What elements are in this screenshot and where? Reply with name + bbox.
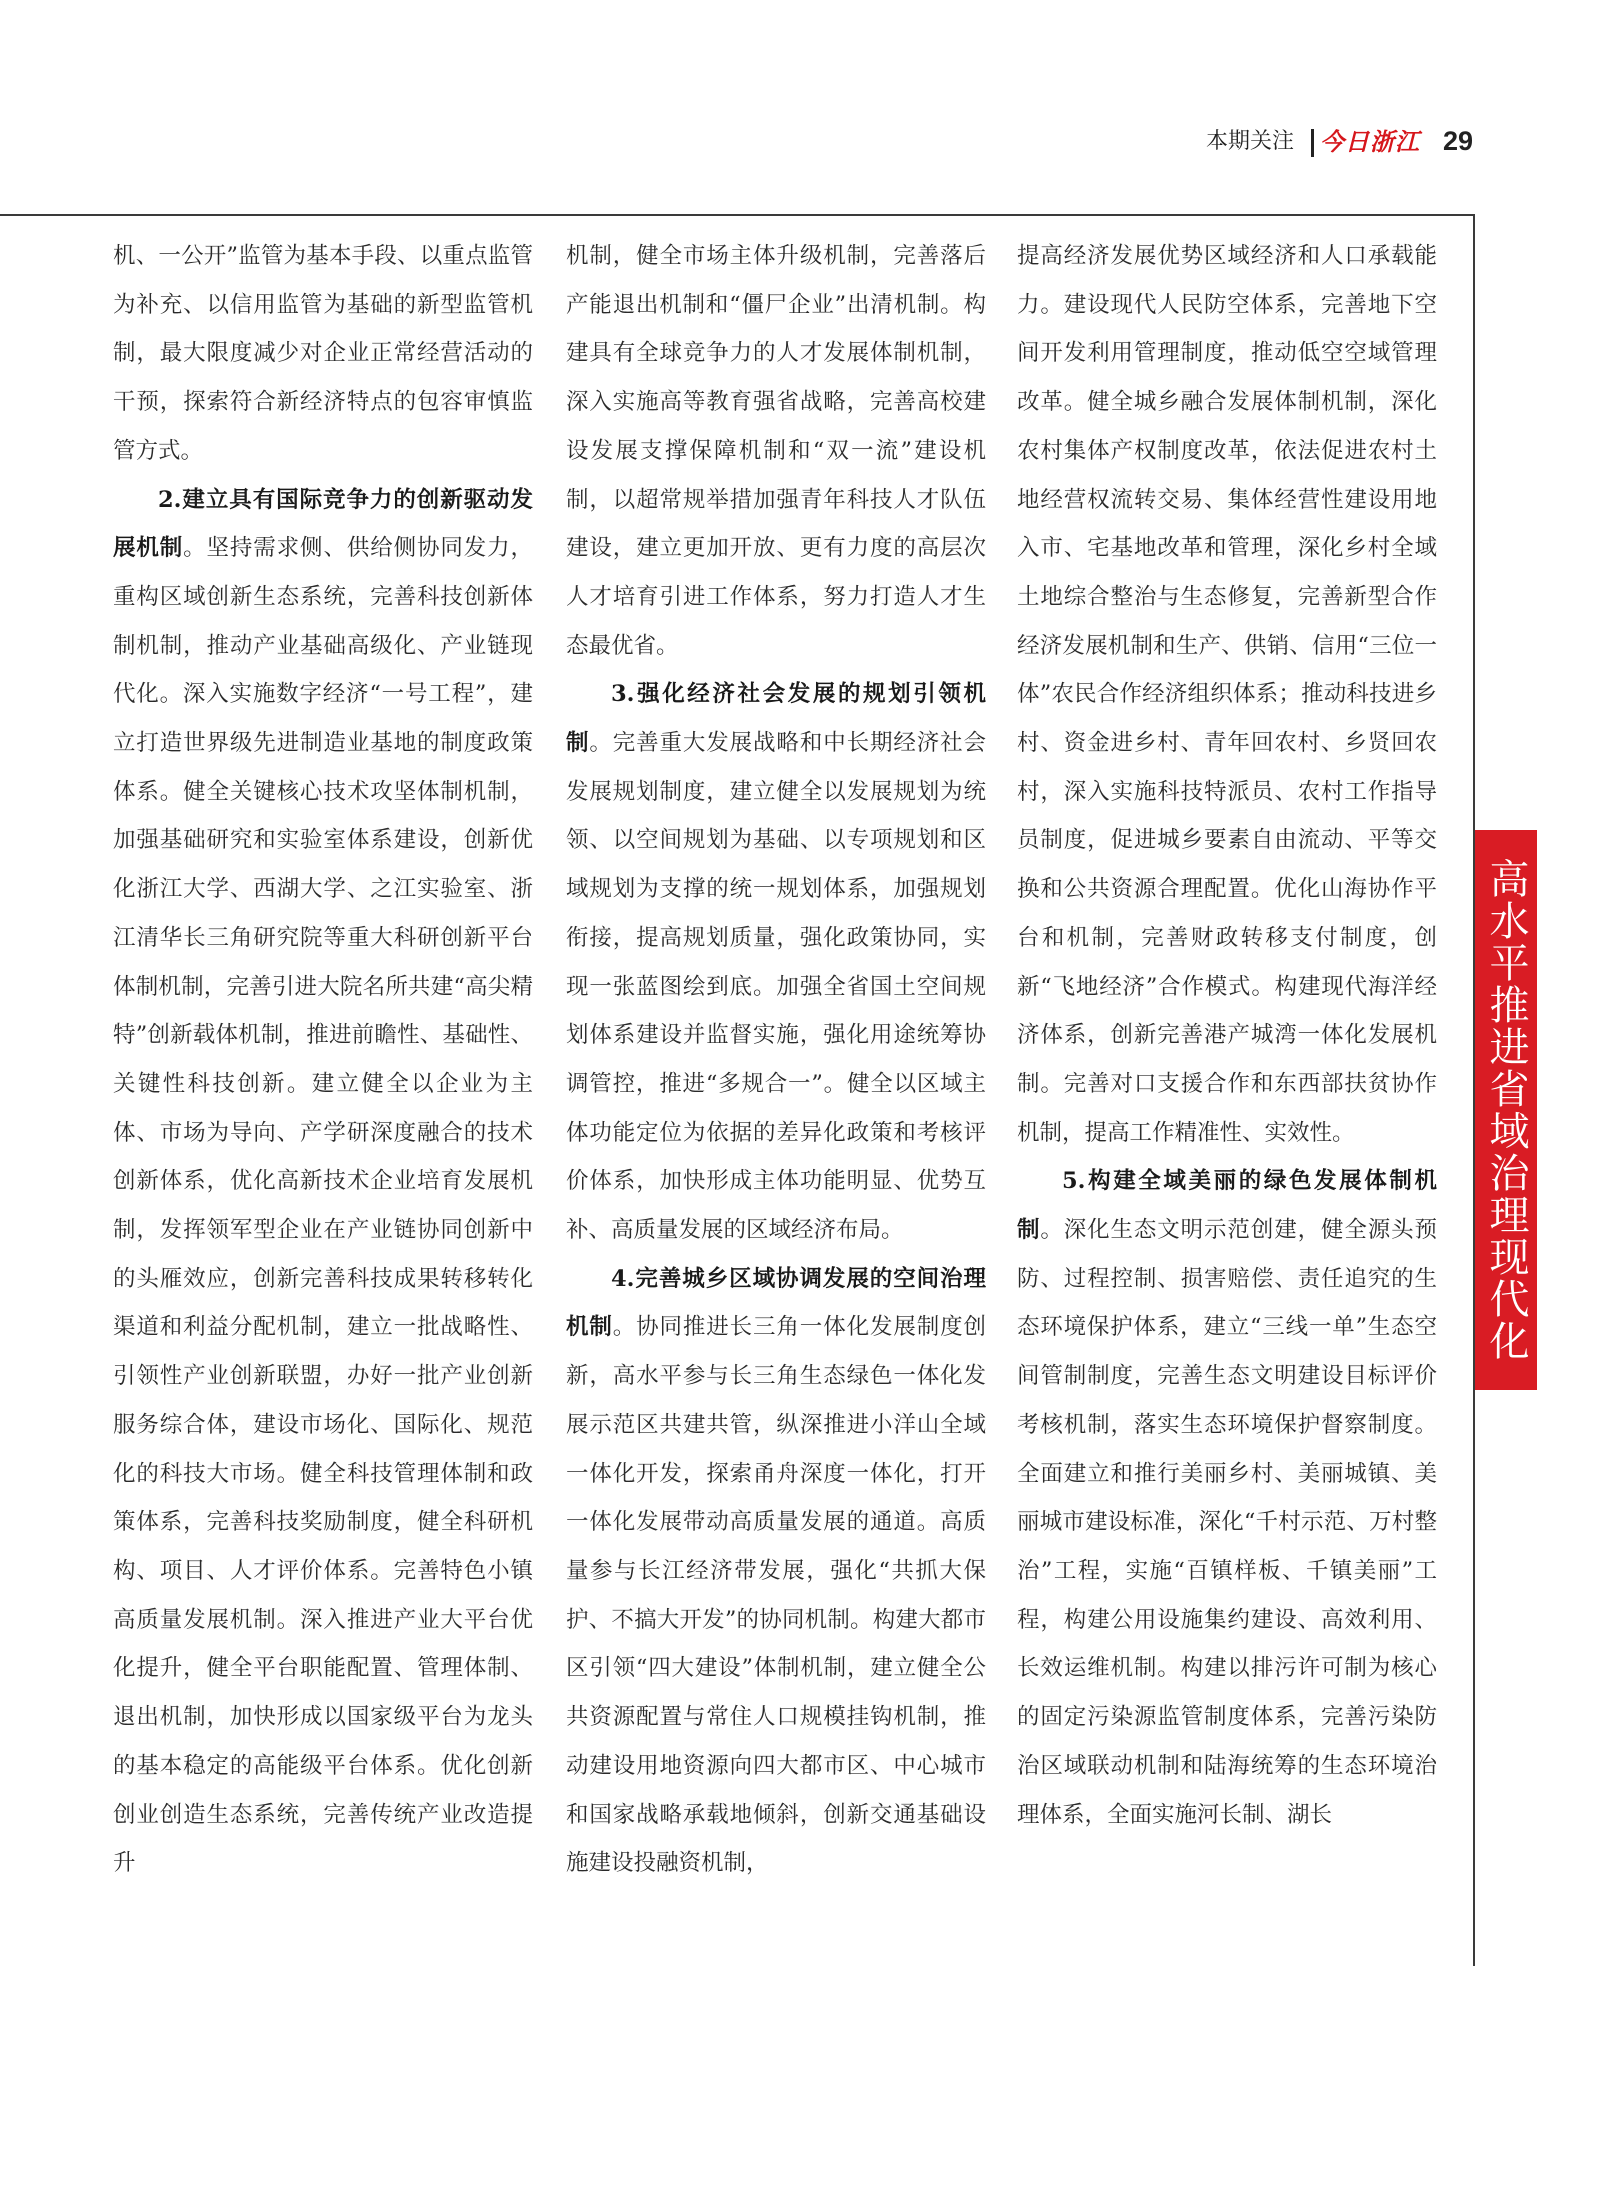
paragraph-heading: 5.构建全域美丽的绿色发展体制机制 <box>1017 1168 1437 1244</box>
paragraph-heading: 2.建立具有国际竞争力的创新驱动发展机制 <box>113 486 533 562</box>
paragraph: 机、一公开”监管为基本手段、以重点监管为补充、以信用监管为基础的新型监管机制，最大限度减少对企业正常经营活动的干预，探索符合新经济特点的包容审慎监管方式。 <box>113 243 533 464</box>
paragraph: 3.强化经济社会发展的规划引领机制。完善重大发展战略和中长期经济社会发展规划制度，建立健全以发展规划为统领、以空间规划为基础、以专项规划和区域规划为支撑的统一规划体系，加强规划衔接，提高规划质量，强化政策协同，实现一张蓝图绘到底。加强全省国土空间规划体系建设并监督实施，强化用途统筹协调管控，推进“多规合一”。健全以区域主体功能定位为依据的差异化政策和考核评价体系，加快形成主体功能明显、优势互补、高质量发展的区域经济布局。 <box>566 681 986 1244</box>
page-number: 29 <box>1443 126 1474 156</box>
paragraph-heading: 4.完善城乡区域协调发展的空间治理机制 <box>566 1265 986 1341</box>
text-column-3 <box>1017 232 1437 1839</box>
header-divider <box>1311 129 1314 157</box>
paragraph: 提高经济发展优势区域经济和人口承载能力。建设现代人民防空体系，完善地下空间开发利用管理制度，推动低空空域管理改革。健全城乡融合发展体制机制，深化农村集体产权制度改革，依法促进农村土地经营权流转交易、集体经营性建设用地入市、宅基地改革和管理，深化乡村全域土地综合整治与生态修复，完善新型合作经济发展机制和生产、供销、信用“三位一体”农民合作经济组织体系；推动科技进乡村、资金进乡村、青年回农村、乡贤回农村，深入实施科技特派员、农村工作指导员制度，促进城乡要素自由流动、平等交换和公共资源合理配置。优化山海协作平台和机制，完善财政转移支付制度，创新“飞地经济”合作模式。构建现代海洋经济体系，创新完善港产城湾一体化发展机制。完善对口支援合作和东西部扶贫协作机制，提高工作精准性、实效性。 <box>1017 243 1437 1146</box>
top-rule <box>0 214 1475 216</box>
section-label: 本期关注 <box>1206 129 1295 154</box>
paragraph-heading: 3.强化经济社会发展的规划引领机制 <box>566 681 986 757</box>
paragraph: 5.构建全域美丽的绿色发展体制机制。深化生态文明示范创建，健全源头预防、过程控制、损害赔偿、责任追究的生态环境保护体系，建立“三线一单”生态空间管制制度，完善生态文明建设目标评价考核机制，落实生态环境保护督察制度。全面建立和推行美丽乡村、美丽城镇、美丽城市建设标准，深化“千村示范、万村整治”工程，实施“百镇样板、千镇美丽”工程，构建公用设施集约建设、高效利用、长效运维机制。构建以排污许可制为核心的固定污染源监管制度体系，完善污染防治区域联动机制和陆海统筹的生态环境治理体系，全面实施河长制、湖长 <box>1017 1168 1437 1828</box>
text-column-1 <box>113 232 533 1888</box>
paragraph: 机制，健全市场主体升级机制，完善落后产能退出机制和“僵尸企业”出清机制。构建具有全球竞争力的人才发展体制机制，深入实施高等教育强省战略，完善高校建设发展支撑保障机制和“双一流”建设机制，以超常规举措加强青年科技人才队伍建设，建立更加开放、更有力度的高层次人才培育引进工作体系，努力打造人才生态最优省。 <box>566 243 986 659</box>
text-column-2 <box>566 232 986 1888</box>
paragraph: 2.建立具有国际竞争力的创新驱动发展机制。坚持需求侧、供给侧协同发力，重构区域创新生态系统，完善科技创新体制机制，推动产业基础高级化、产业链现代化。深入实施数字经济“一号工程”，建立打造世界级先进制造业基地的制度政策体系。健全关键核心技术攻坚体制机制，加强基础研究和实验室体系建设，创新优化浙江大学、西湖大学、之江实验室、浙江清华长三角研究院等重大科研创新平台体制机制，完善引进大院名所共建“高尖精特”创新载体机制，推进前瞻性、基础性、关键性科技创新。建立健全以企业为主体、市场为导向、产学研深度融合的技术创新体系，优化高新技术企业培育发展机制，发挥领军型企业在产业链协同创新中的头雁效应，创新完善科技成果转移转化渠道和利益分配机制，建立一批战略性、引领性产业创新联盟，办好一批产业创新服务综合体，建设市场化、国际化、规范化的科技大市场。健全科技管理体制和政策体系，完善科技奖励制度，健全科研机构、项目、人才评价体系。完善特色小镇高质量发展机制。深入推进产业大平台优化提升，健全平台职能配置、管理体制、退出机制，加快形成以国家级平台为龙头的基本稳定的高能级平台体系。优化创新创业创造生态系统，完善传统产业改造提升 <box>113 486 533 1877</box>
sidebar-title-banner <box>1475 830 1537 1390</box>
page-header <box>0 126 1600 158</box>
magazine-logo: 今日浙江 <box>1320 127 1420 156</box>
sidebar-title: 高水平推进省域治理现代化 <box>1483 858 1529 1362</box>
paragraph: 4.完善城乡区域协调发展的空间治理机制。协同推进长三角一体化发展制度创新，高水平参与长三角生态绿色一体化发展示范区共建共管，纵深推进小洋山全域一体化开发，探索甬舟深度一体化，打开一体化发展带动高质量发展的通道。高质量参与长江经济带发展，强化“共抓大保护、不搞大开发”的协同机制。构建大都市区引领“四大建设”体制机制，建立健全公共资源配置与常住人口规模挂钩机制，推动建设用地资源向四大都市区、中心城市和国家战略承载地倾斜，创新交通基础设施建设投融资机制， <box>566 1265 986 1877</box>
